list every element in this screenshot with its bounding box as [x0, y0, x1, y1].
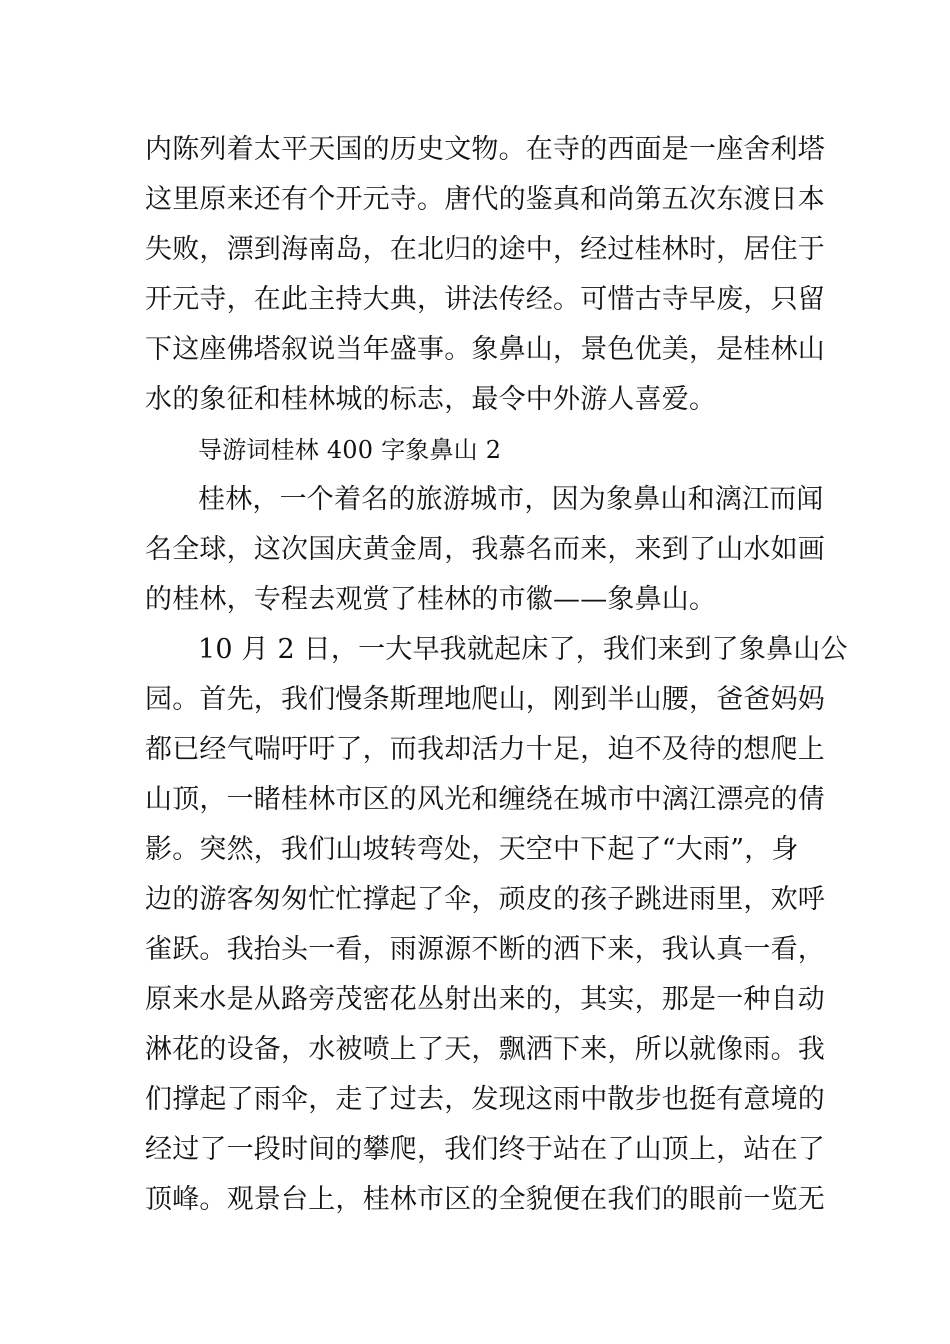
- text-line: 桂林，一个着名的旅游城市，因为象鼻山和漓江而闻: [198, 484, 824, 515]
- text-line: 雀跃。我抬头一看，雨源源不断的洒下来，我认真一看，: [145, 934, 825, 965]
- text-line: 的桂林，专程去观赏了桂林的市徽——象鼻山。: [145, 584, 717, 615]
- text-line: 都已经气喘吁吁了，而我却活力十足，迫不及待的想爬上: [145, 734, 825, 765]
- text-line: 园。首先，我们慢条斯理地爬山，刚到半山腰，爸爸妈妈: [145, 684, 825, 715]
- text-line: 原来水是从路旁茂密花丛射出来的，其实，那是一种自动: [145, 984, 825, 1015]
- text-line: 经过了一段时间的攀爬，我们终于站在了山顶上，站在了: [145, 1134, 825, 1165]
- text-line: 内陈列着太平天国的历史文物。在寺的西面是一座舍利塔: [145, 134, 825, 165]
- text-line: 边的游客匆匆忙忙撑起了伞，顽皮的孩子跳进雨里，欢呼: [145, 884, 825, 915]
- text-line: 名全球，这次国庆黄金周，我慕名而来，来到了山水如画: [145, 534, 825, 565]
- text-line: 这里原来还有个开元寺。唐代的鉴真和尚第五次东渡日本: [145, 184, 825, 215]
- text-line: 失败，漂到海南岛，在北归的途中，经过桂林时，居住于: [145, 234, 825, 265]
- text-line: 山顶，一睹桂林市区的风光和缠绕在城市中漓江漂亮的倩: [145, 784, 825, 815]
- text-line: 开元寺，在此主持大典，讲法传经。可惜古寺早废，只留: [145, 284, 825, 315]
- text-line: 顶峰。观景台上，桂林市区的全貌便在我们的眼前一览无: [145, 1184, 825, 1215]
- section-heading: 导游词桂林 400 字象鼻山 2: [198, 436, 502, 464]
- text-line: 10 月 2 日，一大早我就起床了，我们来到了象鼻山公: [198, 634, 848, 665]
- text-line: 淋花的设备，水被喷上了天，飘洒下来，所以就像雨。我: [145, 1034, 825, 1065]
- text-line: 们撑起了雨伞，走了过去，发现这雨中散步也挺有意境的: [145, 1084, 825, 1115]
- text-line: 水的象征和桂林城的标志，最令中外游人喜爱。: [145, 384, 717, 415]
- text-line: 下这座佛塔叙说当年盛事。象鼻山，景色优美，是桂林山: [145, 334, 825, 365]
- text-line: 影。突然，我们山坡转弯处，天空中下起了“大雨”，身: [145, 834, 799, 865]
